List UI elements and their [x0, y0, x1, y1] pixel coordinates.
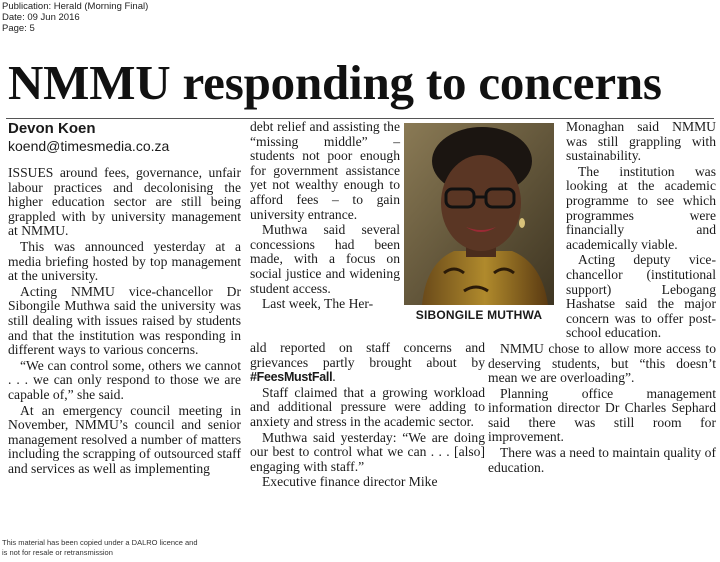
licence-line-2: is not for resale or retransmission — [2, 547, 113, 557]
paragraph: This was announced yesterday at a media briefing hosted by top management at the university. — [8, 238, 241, 284]
paragraph: debt relief and assisting the “missing middle” – students not poor enough for government assistance yet not wealthy enough to afford fees – to gain university entrance. — [250, 119, 400, 222]
paragraph-end: . — [332, 369, 336, 385]
paragraph: “We can control some, others we cannot . . . we can only respond to those we are capable of,” she said. — [8, 357, 241, 402]
licence-line-1: This material has been copied under a DALRO licence and — [2, 538, 198, 547]
article-column-2-top — [250, 120, 400, 312]
byline-email: koend@timesmedia.co.za — [8, 138, 170, 154]
publication-line: Publication: Herald (Morning Final) — [2, 1, 149, 12]
clipping-metadata — [2, 1, 148, 34]
paragraph: Monaghan said NMMU was still grappling with sustainability. — [566, 119, 716, 164]
licence-notice — [2, 538, 198, 557]
paragraph: ISSUES around fees, governance, unfair labour practices and decolonising the higher education sector are still being grappled with by university management at NMMU. — [8, 165, 241, 239]
paragraph: The institution was looking at the academic programme to see which programmes were financially and academically viable. — [566, 163, 716, 252]
paragraph: Executive finance director Mike — [262, 474, 438, 490]
page-line: Page: 5 — [2, 23, 35, 34]
paragraph: NMMU chose to allow more access to deserving students, but “this doesn’t mean we are overloading”. — [488, 340, 716, 386]
hashtag: #FeesMustFall — [250, 370, 333, 385]
paragraph: Acting NMMU vice-chancellor Dr Sibongile Muthwa said the university was still dealing with issues raised by students and that the institution was responding in different ways to various concerns. — [8, 283, 241, 358]
photo-caption: SIBONGILE MUTHWA — [415, 308, 543, 322]
paragraph: Planning office management information director Dr Charles Sephard said there was still room for improvement. — [488, 385, 716, 445]
paragraph-text: ald reported on staff concerns and grievances partly brought about by — [250, 340, 485, 370]
paragraph: Last week, The Her- — [262, 296, 374, 312]
paragraph: Acting deputy vice-chancellor (institutional support) Lebogang Hashatse said the major concern was to offer post-school education. — [566, 252, 716, 341]
article-headline: NMMU responding to concerns — [8, 55, 662, 110]
paragraph: At an emergency council meeting in November, NMMU’s council and senior management resolved a number of matters including the scrapping of outsourced staff and services as well as implementing — [8, 402, 241, 476]
paragraph: There was a need to maintain quality of education. — [488, 445, 716, 475]
paragraph: Muthwa said yesterday: “We are doing our best to control what we can . . . [also] engaging with staff.” — [250, 429, 485, 474]
paragraph — [250, 341, 485, 385]
paragraph: Muthwa said several concessions had been made, with a focus on social justice and widening student access. — [250, 222, 400, 296]
byline-name: Devon Koen — [8, 120, 96, 137]
article-column-2-bottom — [250, 341, 485, 490]
article-column-1 — [8, 166, 241, 476]
article-column-3 — [488, 120, 716, 475]
paragraph: Staff claimed that a growing workload and additional pressure were adding to anxiety and stress in the academic sector. — [250, 384, 485, 429]
date-line: Date: 09 Jun 2016 — [2, 12, 80, 23]
